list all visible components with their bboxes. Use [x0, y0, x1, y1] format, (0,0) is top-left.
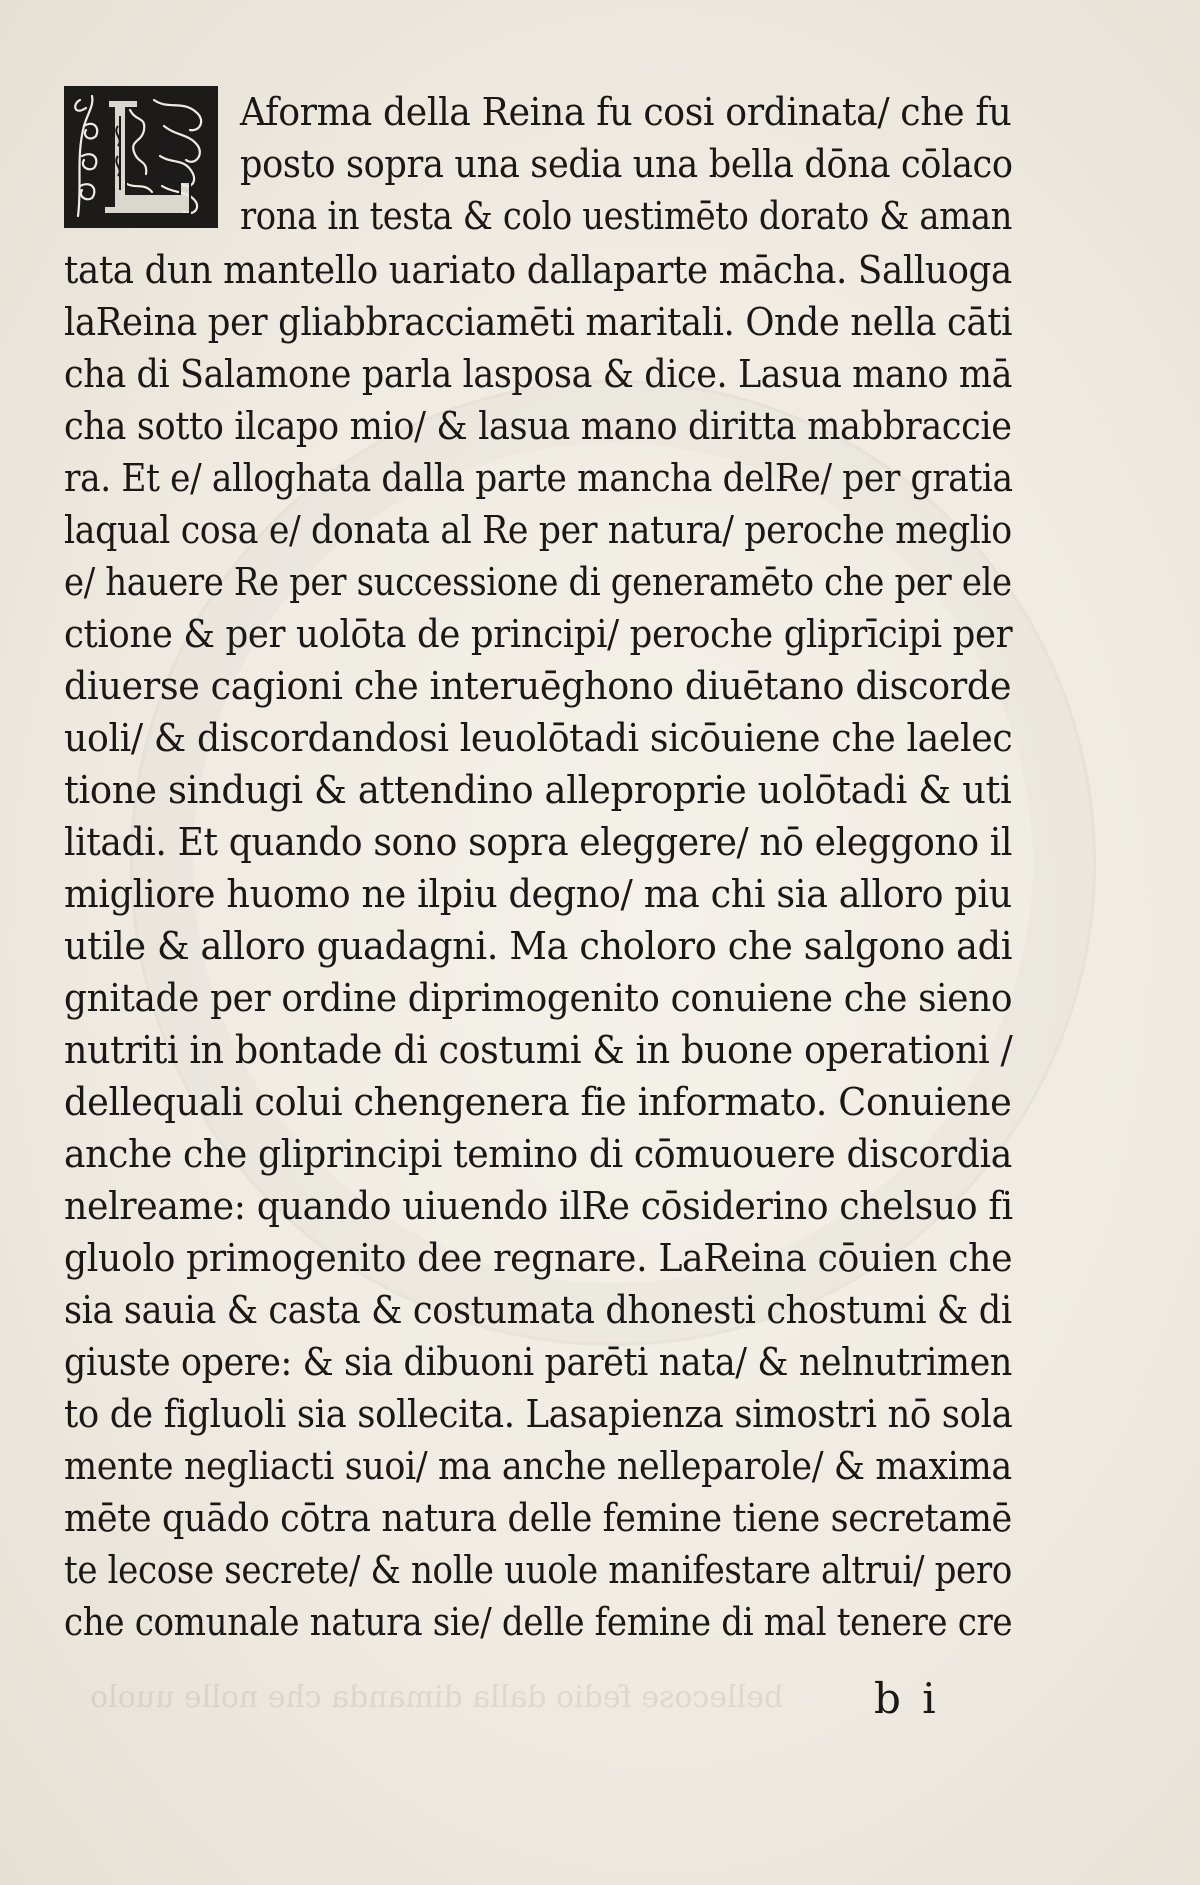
text-line-19: nutriti in bontade di costumi & in buone operationi /	[64, 1028, 1013, 1072]
text-line-12: diuerse cagioni che interuēghono diuētano discorde	[64, 664, 1012, 708]
text-line-18: gnitade per ordine diprimogenito conuiene che sieno	[64, 976, 1013, 1020]
signature-mark: b i	[874, 1674, 940, 1723]
text-line-28: mēte quādo cōtra natura delle femine tiene secretamē	[64, 1496, 1012, 1540]
text-line-6: cha di Salamone parla lasposa & dice. Lasua mano mā	[64, 352, 1013, 396]
text-line-8: ra. Et e/ alloghata dalla parte mancha delRe/ per gratia	[64, 456, 1013, 500]
text-line-2: posto sopra una sedia una bella dōna cōlaco	[240, 142, 1013, 186]
text-line-15: litadi. Et quando sono sopra eleggere/ nō eleggono il	[64, 820, 1013, 864]
text-line-7: cha sotto ilcapo mio/ & lasua mano diritta mabbraccie	[64, 404, 1012, 448]
text-line-20: dellequali colui chengenera fie informato. Conuiene	[64, 1080, 1012, 1124]
text-line-26: to de figluoli sia sollecita. Lasapienza simostri nō sola	[64, 1392, 1013, 1436]
text-line-30: che comunale natura sie/ delle femine di mal tenere cre	[64, 1600, 1013, 1644]
text-line-22: nelreame: quando uiuendo ilRe cōsiderino chelsuo fi	[64, 1184, 1013, 1228]
show-through-text: bellecose fedio dalla dimanda che nolle uuolo	[90, 1680, 784, 1715]
text-line-27: mente negliacti suoi/ ma anche nelleparole/ & maxima	[64, 1444, 1012, 1488]
text-line-17: utile & alloro guadagni. Ma choloro che salgono adi	[64, 924, 1013, 968]
text-line-5: laReina per gliabbracciamēti maritali. Onde nella cāti	[64, 300, 1013, 344]
text-line-4: tata dun mantello uariato dallaparte mācha. Salluoga	[64, 248, 1012, 292]
text-line-9: laqual cosa e/ donata al Re per natura/ peroche meglio	[64, 508, 1012, 552]
text-line-25: giuste opere: & sia dibuoni parēti nata/ & nelnutrimen	[64, 1340, 1013, 1384]
text-line-14: tione sindugi & attendino alleproprie uolōtadi & uti	[64, 768, 1012, 812]
text-line-23: gluolo primogenito dee regnare. LaReina cōuien che	[64, 1236, 1013, 1280]
text-line-10: e/ hauere Re per successione di generamēto che per ele	[64, 560, 1012, 604]
text-line-24: sia sauia & casta & costumata dhonesti chostumi & di	[64, 1288, 1012, 1332]
text-line-16: migliore huomo ne ilpiu degno/ ma chi sia alloro piu	[64, 872, 1012, 916]
text-line-11: ctione & per uolōta de principi/ peroche gliprīcipi per	[64, 612, 1013, 656]
text-line-3: rona in testa & colo uestimēto dorato & aman	[240, 194, 1013, 238]
text-line-21: anche che gliprincipi temino di cōmuouere discordia	[64, 1132, 1012, 1176]
text-line-13: uoli/ & discordandosi leuolōtadi sicōuiene che laelec	[64, 716, 1013, 760]
text-line-1: Aforma della Reina fu cosi ordinata/ che fu	[240, 90, 1012, 134]
text-line-29: te lecose secrete/ & nolle uuole manifestare altrui/ pero	[64, 1548, 1012, 1592]
